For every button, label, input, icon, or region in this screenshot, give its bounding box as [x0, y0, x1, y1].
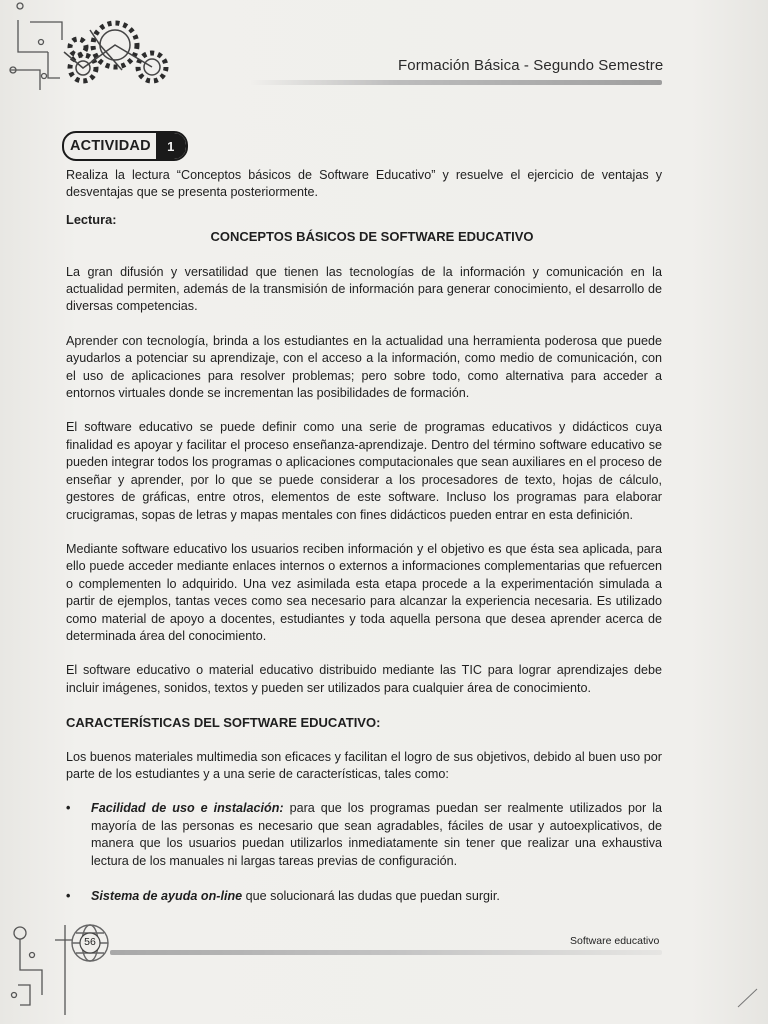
paragraph: La gran difusión y versatilidad que tienen las tecnologías de la información y comunicación en la actualidad permiten, además de la transmisión de información para generar conocimiento, el desarrollo de diversas competencias. [66, 264, 662, 314]
pen-stroke-mark [735, 985, 760, 1010]
circuit-globe-decoration [0, 915, 140, 1024]
bullet-text: para que los programas puedan ser realmente utilizados por la mayoría de las personas es necesario que sean agradables, fáciles de usar y autoexplicativos, de manera que los usuarios puedan utilizarlos inmediatamente sin tener que realizar una exhaustiva lectura de los manuales ni largas tareas previas de configuración. [91, 801, 663, 868]
page-number: 56 [84, 936, 96, 948]
footer-text: Software educativo [570, 935, 660, 947]
bullet-icon: • [66, 801, 71, 816]
header-divider [250, 80, 662, 85]
paragraph: Aprender con tecnología, brinda a los estudiantes en la actualidad una herramienta poderosa que puede ayudarlos a potenciar su aprendizaje, con el acceso a la información, como medio de comunicación, con el uso de aplicaciones para resolver problemas; pero sobre todo, como alternativa para acceder a entornos virtuales donde se incrementan las posibilidades de formación. [66, 333, 662, 401]
section-intro: Los buenos materiales multimedia son eficaces y facilitan el logro de sus objetivos, debido al buen uso por parte de los estudiantes y a una serie de características, tales como: [66, 749, 662, 781]
list-item [66, 888, 662, 905]
bullet-term: Sistema de ayuda on-line [91, 889, 243, 903]
section-heading: CARACTERÍSTICAS DEL SOFTWARE EDUCATIVO: [66, 715, 381, 731]
gears-circuit-logo [0, 0, 200, 100]
activity-number: 1 [156, 133, 186, 159]
activity-badge [62, 131, 188, 161]
paragraph: Mediante software educativo los usuarios reciben información y el objetivo es que ésta sea aplicada, para ello puede acceder mediante enlaces internos o externos a informaciones complementarias que refuercen o complementen lo adquirido. Una vez asimilada esta etapa procede a la experimentación simulada a partir de ejemplos, tantas veces como sea necesario para alcanzar la experiencia necesaria. Es utilizado como material de apoyo a docentes, estudiantes y toda aquella persona que desea aprender acerca de determinada área del conocimiento. [66, 541, 662, 643]
bullet-icon: • [66, 889, 71, 903]
paragraph: El software educativo o material educativo distribuido mediante las TIC para lograr aprendizajes debe incluir imágenes, sonidos, textos y pueden ser utilizados para cualquier área de conocimiento. [66, 663, 662, 695]
lectura-label: Lectura: [66, 211, 117, 227]
list-item [66, 800, 662, 870]
bullet-text: que solucionará las dudas que puedan surgir. [242, 889, 500, 903]
characteristics-list [66, 800, 662, 905]
bullet-term: Facilidad de uso e instalación: [91, 801, 284, 816]
footer-divider [110, 950, 662, 955]
main-content [66, 167, 662, 923]
activity-label: ACTIVIDAD [70, 138, 151, 154]
header-title: Formación Básica - Segundo Semestre [398, 57, 664, 74]
paragraph: El software educativo se puede definir como una serie de programas educativos y didácticos cuya finalidad es apoyar y facilitar el proceso enseñanza-aprendizaje. Dentro del término software educativo se pueden integrar todos los programas o aplicaciones computacionales que sean auxiliares en el proceso de enseñar y aprender, por lo que se puede considerar a los procesadores de texto, hojas de cálculo, gestores de gráficas, entre otros, elementos de este software. Incluso los programas para elaborar crucigramas, sopas de letras y mapas mentales con fines didácticos pueden entrar en esta definición. [66, 420, 662, 522]
intro-paragraph: Realiza la lectura “Conceptos básicos de Software Educativo” y resuelve el ejercicio de ventajas y desventajas que se presenta posteriormente. [66, 168, 662, 200]
document-title: CONCEPTOS BÁSICOS DE SOFTWARE EDUCATIVO [210, 229, 534, 245]
